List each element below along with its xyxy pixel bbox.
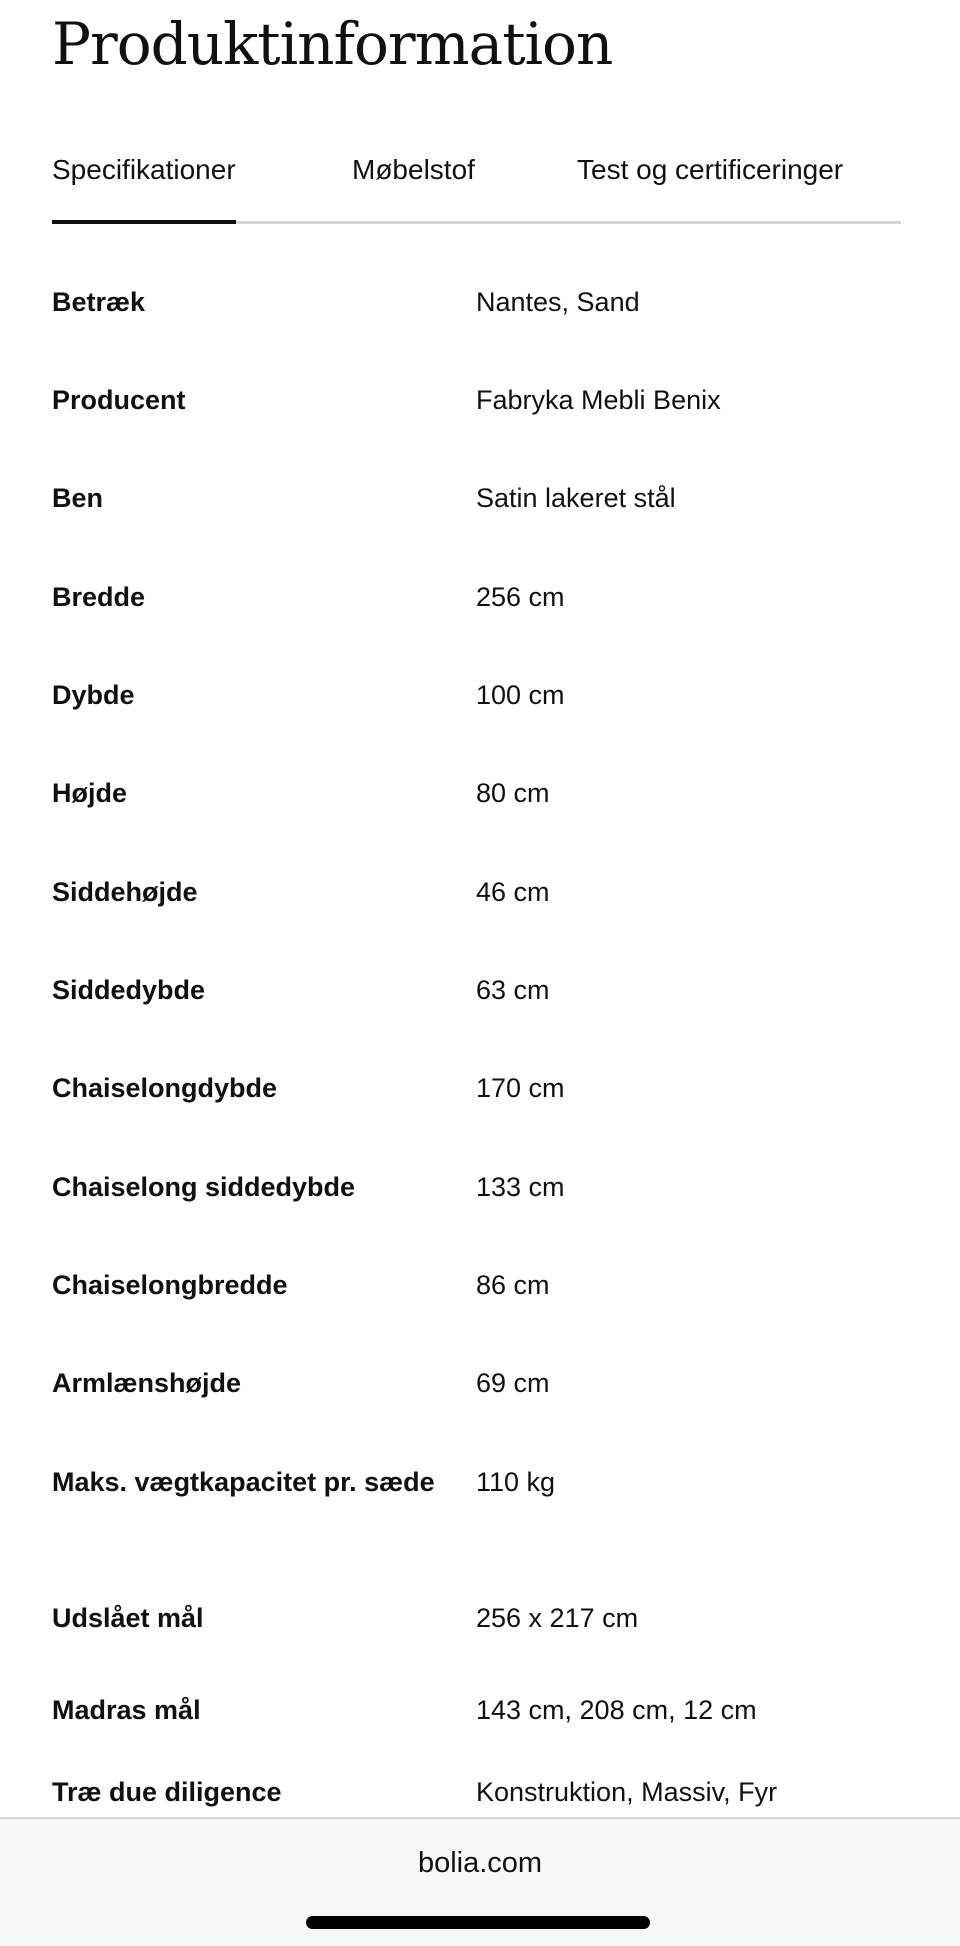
- spec-value: 46 cm: [476, 877, 550, 907]
- spec-value: Nantes, Sand: [476, 287, 640, 317]
- spec-label: Siddedybde: [52, 975, 206, 1005]
- home-indicator[interactable]: [306, 1916, 650, 1929]
- spec-label: Chaiselongbredde: [52, 1270, 288, 1300]
- tab-specifikationer[interactable]: Specifikationer: [52, 154, 236, 185]
- spec-value: 110 kg: [476, 1467, 556, 1497]
- spec-value: 63 cm: [476, 975, 550, 1005]
- spec-label: Chaiselong siddedybde: [52, 1172, 356, 1202]
- spec-value: 256 cm: [476, 582, 565, 612]
- spec-label: Bredde: [52, 582, 146, 612]
- spec-label: Producent: [52, 385, 186, 415]
- spec-label: Siddehøjde: [52, 877, 198, 907]
- spec-value: Satin lakeret stål: [476, 483, 676, 513]
- spec-value: 80 cm: [476, 778, 550, 808]
- spec-value: 86 cm: [476, 1270, 550, 1300]
- browser-bottom-bar: [0, 1817, 960, 1946]
- spec-label: Maks. vægtkapacitet pr. sæde: [52, 1467, 435, 1497]
- spec-label: Højde: [52, 778, 128, 808]
- spec-value: Konstruktion, Massiv, Fyr: [476, 1777, 778, 1807]
- spec-value: 133 cm: [476, 1172, 565, 1202]
- tab-mobelstof[interactable]: Møbelstof: [352, 154, 475, 185]
- page-title: Produktinformation: [52, 10, 613, 78]
- spec-label: Chaiselongdybde: [52, 1073, 278, 1103]
- tab-test-og-certificeringer[interactable]: Test og certificeringer: [577, 154, 844, 185]
- spec-value: 170 cm: [476, 1073, 565, 1103]
- url-label[interactable]: bolia.com: [417, 1847, 543, 1879]
- spec-label: Armlænshøjde: [52, 1368, 242, 1398]
- spec-label: Udslået mål: [52, 1603, 204, 1633]
- spec-value: 69 cm: [476, 1368, 550, 1398]
- spec-label: Betræk: [52, 287, 146, 317]
- spec-value: 100 cm: [476, 680, 565, 710]
- spec-label: Træ due diligence: [52, 1777, 282, 1807]
- spec-label: Madras mål: [52, 1695, 201, 1725]
- spec-label: Dybde: [52, 680, 135, 710]
- spec-label: Ben: [52, 483, 104, 513]
- tab-bar: [52, 150, 901, 224]
- spec-value: Fabryka Mebli Benix: [476, 385, 721, 415]
- spec-value: 256 x 217 cm: [476, 1603, 639, 1633]
- spec-value: 143 cm, 208 cm, 12 cm: [476, 1695, 757, 1725]
